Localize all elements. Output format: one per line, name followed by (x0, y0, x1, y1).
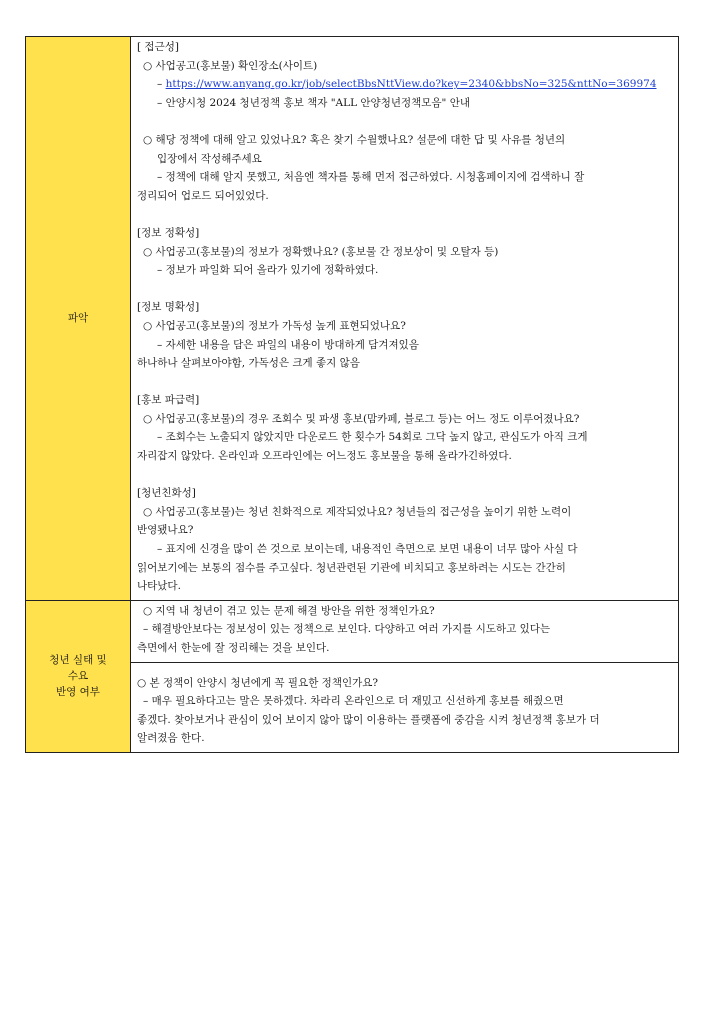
answer-necessity-cont: 좋겠다. 찾아보거나 관심이 있어 보이지 않아 많이 이용하는 플랫폼에 중감을 시켜 청년정책 홍보가 더 (137, 713, 600, 726)
evaluation-table (25, 36, 679, 753)
spacer (137, 466, 672, 485)
row-content-awareness (131, 37, 678, 600)
answer-necessity: – 매우 필요하다고는 말은 못하겠다. 차라리 온라인으로 더 재밌고 신선하게 홍보를 해줬으면 (143, 695, 564, 708)
answer-awareness: – 정책에 대해 알지 못했고, 처음엔 책자를 통해 먼저 접근하였다. 시청홈페이지에 검색하니 잘 (157, 171, 585, 184)
question-awareness: ○ 해당 정책에 대해 알고 있었나요? 혹은 찾기 수월했나요? 설문에 대한 답 및 사유를 청년의 (143, 133, 566, 146)
question-ripple: ○ 사업공고(홍보물)의 경우 조회수 및 파생 홍보(맘카페, 블로그 등)는 어느 정도 이루어졌나요? (143, 412, 580, 425)
question-access-site: ○ 사업공고(홍보물) 확인장소(사이트) (143, 59, 318, 72)
answer-ripple: – 조회수는 노출되지 않았지만 다운로드 한 횟수가 54회로 그닥 높지 않고, 관심도가 아직 크게 (157, 431, 588, 444)
spacer (137, 373, 672, 392)
row-label-text: 파악 (67, 312, 89, 325)
question-awareness-cont: 입장에서 작성해주세요 (157, 152, 262, 165)
table-row-awareness (26, 37, 678, 600)
answer-problem-solving: – 해결방안보다는 정보성이 있는 정책으로 보인다. 다양하고 여러 가지를 시도하고 있다는 (143, 623, 551, 636)
section-header-access: [ 접근성] (137, 41, 179, 53)
answer-problem-solving-cont: 측면에서 한눈에 잘 정리해는 것을 보인다. (137, 642, 330, 654)
row-label-awareness (26, 37, 131, 600)
spacer (137, 280, 672, 299)
block-problem-solving (131, 601, 678, 662)
section-header-friendly: [청년친화성] (137, 487, 196, 500)
row-label-line: 청년 실태 및 (49, 654, 107, 667)
answer-ripple-cont: 자리잡지 않았다. 온라인과 오프라인에는 어느정도 홍보물을 통해 올라가긴하였다. (137, 450, 512, 463)
question-friendly: ○ 사업공고(홍보물)는 청년 친화적으로 제작되었나요? 청년들의 접근성을 높이기 위한 노력이 (143, 505, 572, 518)
answer-clarity-cont: 하나하나 살펴보아야함, 가독성은 크게 좋지 않음 (137, 357, 360, 370)
question-necessity: ○ 본 정책이 안양시 청년에게 꼭 필요한 정책인가요? (137, 676, 379, 689)
section-header-clarity: [정보 명확성] (137, 301, 200, 314)
answer-friendly: – 표지에 신경을 많이 쓴 것으로 보이는데, 내용적인 측면으로 보면 내용이 너무 많아 사실 다 (157, 543, 578, 556)
question-accuracy: ○ 사업공고(홍보물)의 정보가 정확했나요? (홍보물 간 정보상이 및 오탈자 등) (143, 245, 499, 258)
answer-dash: – (157, 78, 166, 91)
block-necessity (131, 662, 678, 752)
answer-access-booklet: – 안양시청 2024 청년정책 홍보 책자 "ALL 안양청년정책모음" 안내 (157, 96, 471, 109)
answer-necessity-cont2: 알려졌음 한다. (137, 732, 205, 745)
spacer (137, 205, 672, 224)
answer-friendly-cont2: 나타났다. (137, 580, 181, 593)
policy-link[interactable]: https://www.anyang.go.kr/job/selectBbsNttView.do?key=2340&bbsNo=325&nttNo=369974 (165, 78, 657, 91)
section-header-accuracy: [정보 정확성] (137, 226, 200, 239)
row-content-youth-needs (131, 601, 678, 752)
table-row-youth-needs (26, 600, 678, 752)
answer-clarity: – 자세한 내용을 담은 파일의 내용이 방대하게 담겨져있음 (157, 338, 419, 351)
question-friendly-cont: 반영됐나요? (137, 524, 194, 537)
spacer (137, 112, 672, 131)
row-label-youth-needs (26, 601, 131, 752)
answer-awareness-cont: 정리되어 업로드 되어있었다. (137, 189, 269, 202)
answer-access-link-line (137, 75, 672, 94)
row-label-text-group (49, 652, 106, 700)
row-label-line: 반영 여부 (56, 686, 100, 699)
question-problem-solving: ○ 지역 내 청년이 겪고 있는 문제 해결 방안을 위한 정책인가요? (143, 604, 435, 617)
question-clarity: ○ 사업공고(홍보물)의 정보가 가독성 높게 표현되었나요? (143, 319, 406, 332)
spacer (137, 664, 672, 674)
answer-accuracy: – 정보가 파일화 되어 올라가 있기에 정확하였다. (157, 264, 379, 277)
answer-friendly-cont: 읽어보기에는 보통의 점수를 주고싶다. 청년관련된 기관에 비치되고 홍보하려는 시도는 간간히 (137, 561, 566, 574)
row-label-line: 수요 (67, 670, 89, 683)
section-header-ripple: [홍보 파급력] (137, 394, 200, 407)
